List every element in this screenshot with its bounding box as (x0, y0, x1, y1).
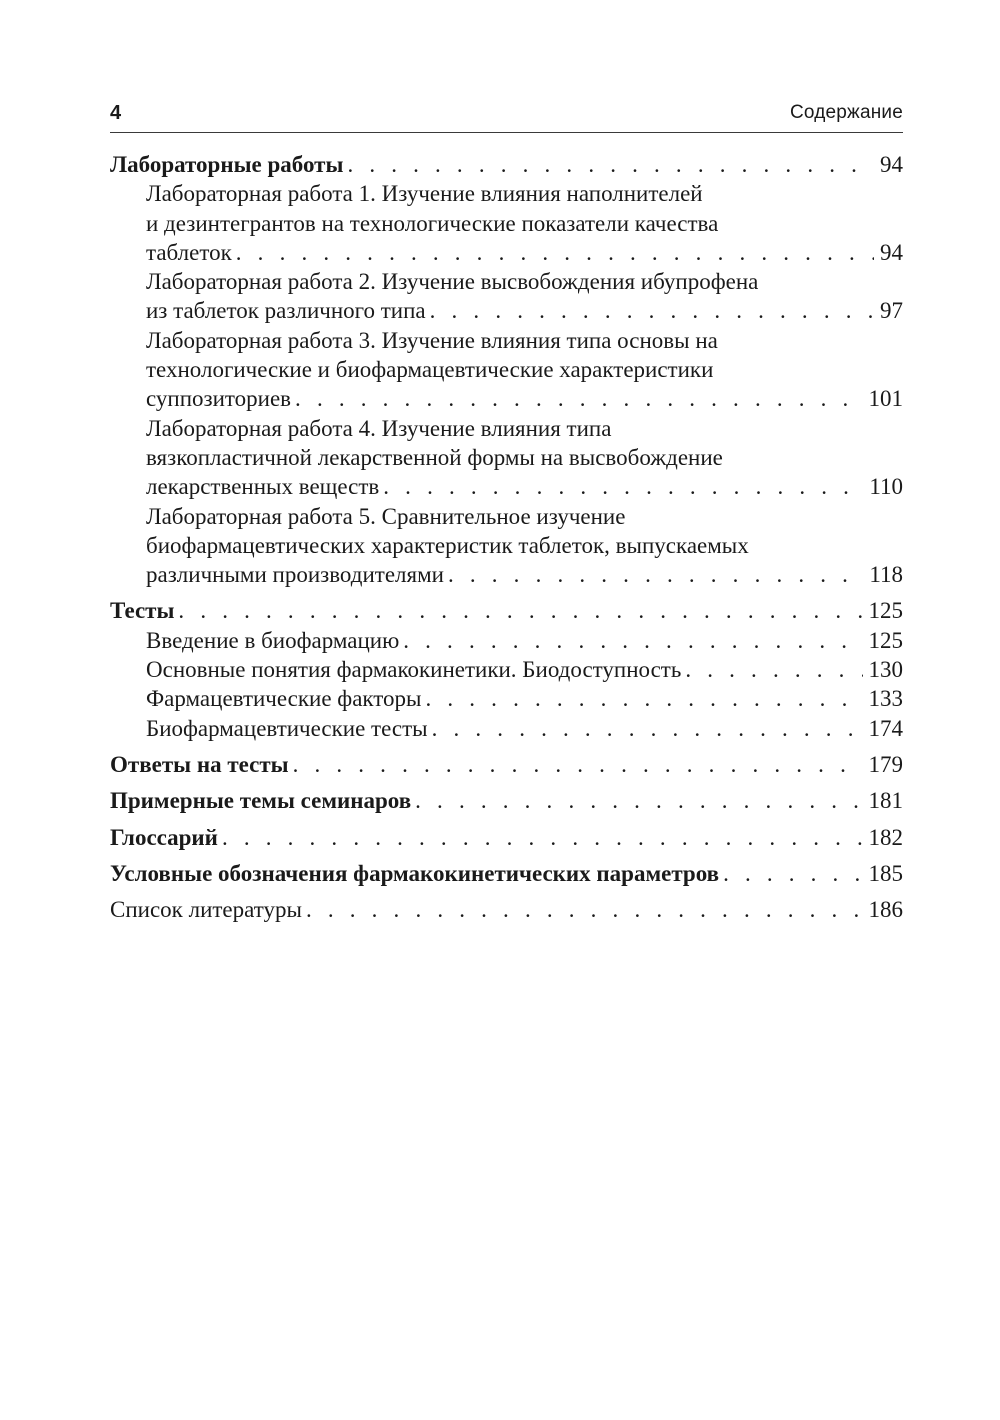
dot-leader (403, 626, 862, 655)
toc-entry[interactable] (110, 326, 903, 414)
toc-entry-title-line: Ответы на тесты (110, 751, 289, 777)
page-header (110, 100, 903, 133)
toc-entry[interactable] (110, 414, 903, 502)
toc-entry-title-line: Биофармацевтические тесты (146, 715, 428, 741)
toc-entry-title-line: из таблеток различного типа (146, 298, 426, 324)
toc-entry[interactable] (110, 626, 903, 655)
toc-entry[interactable] (110, 684, 903, 713)
toc-entry[interactable] (110, 859, 903, 888)
toc-entry[interactable] (110, 786, 903, 815)
toc-entry-last-line (146, 626, 903, 655)
dot-leader (415, 786, 862, 815)
dot-leader (432, 714, 863, 743)
toc-entry[interactable] (110, 179, 903, 267)
toc-entry-last-line (146, 714, 903, 743)
toc-entry-last-line (110, 786, 903, 815)
toc-entry[interactable] (110, 895, 903, 924)
toc-entry-title-line: Введение в биофармацию (146, 627, 400, 653)
toc-entry[interactable] (110, 150, 903, 179)
toc-entry[interactable] (110, 502, 903, 590)
toc-entry-title-line: Примерные темы семинаров (110, 788, 412, 814)
toc-entry-last-line (146, 384, 903, 413)
dot-leader (723, 859, 862, 888)
toc-entry-title-line: лекарственных веществ (146, 474, 380, 500)
toc-page-number: 101 (868, 386, 903, 412)
toc-page-number: 174 (868, 715, 903, 741)
toc-entry-title-line: технологические и биофармацевтические характеристики (146, 357, 714, 383)
toc-entry-last-line (110, 859, 903, 888)
toc-page-number: 94 (880, 239, 903, 265)
toc-page-number: 179 (868, 751, 903, 777)
toc-page-number: 182 (868, 824, 903, 850)
toc-entry-last-line (110, 596, 903, 625)
toc-page-number: 130 (868, 657, 903, 683)
dot-leader (425, 684, 862, 713)
toc-entry-title-line: и дезинтегрантов на технологические показатели качества (146, 210, 719, 236)
toc-entry[interactable] (110, 823, 903, 852)
toc-entry-title-line: биофармацевтических характеристик таблеток, выпускаемых (146, 532, 749, 558)
dot-leader (236, 238, 874, 267)
dot-leader (347, 150, 874, 179)
toc-entry-title-line: Основные понятия фармакокинетики. Биодоступность (146, 657, 682, 683)
toc-entry-last-line (146, 238, 903, 267)
toc-entry-title-line: Список литературы (110, 897, 302, 923)
toc-entry-title-line: Глоссарий (110, 824, 218, 850)
toc-page-number: 110 (869, 474, 903, 500)
toc-page-number: 186 (868, 897, 903, 923)
toc-entry-title-line: Лабораторная работа 1. Изучение влияния наполнителей (146, 181, 703, 207)
dot-leader (295, 384, 862, 413)
toc-entry-title-line: Условные обозначения фармакокинетических параметров (110, 860, 720, 886)
toc-entry-title-line: суппозиториев (146, 386, 292, 412)
dot-leader (222, 823, 863, 852)
dot-leader (293, 750, 863, 779)
toc-entry-last-line (110, 823, 903, 852)
toc-entry-last-line (146, 296, 903, 325)
dot-leader (448, 560, 863, 589)
toc-entry-title-line: Фармацевтические факторы (146, 686, 422, 712)
toc-page-number: 97 (880, 298, 903, 324)
page-number: 4 (110, 102, 122, 124)
toc-entry-title-line: Тесты (110, 598, 175, 624)
toc-entry-title-line: Лабораторная работа 5. Сравнительное изучение (146, 503, 626, 529)
toc-entry-title-line: Лабораторная работа 4. Изучение влияния типа (146, 415, 612, 441)
toc-entry-title-line: таблеток (146, 239, 232, 265)
dot-leader (430, 296, 874, 325)
toc-entry-last-line (146, 560, 903, 589)
toc-entry-last-line (146, 655, 903, 684)
toc-entry-last-line (110, 895, 903, 924)
toc-entry-last-line (146, 684, 903, 713)
toc-entry[interactable] (110, 750, 903, 779)
dot-leader (178, 596, 862, 625)
toc-entry-title-line: вязкопластичной лекарственной формы на высвобождение (146, 444, 723, 470)
toc-page-number: 118 (869, 562, 903, 588)
toc-page-number: 133 (868, 686, 903, 712)
toc-page-number: 185 (868, 860, 903, 886)
toc-entry[interactable] (110, 596, 903, 625)
toc-entry-title-line: Лабораторная работа 3. Изучение влияния типа основы на (146, 327, 718, 353)
dot-leader (383, 472, 863, 501)
toc-entry-title-line: Лабораторная работа 2. Изучение высвобождения ибупрофена (146, 269, 759, 295)
toc-page-number: 125 (868, 598, 903, 624)
toc-entry-title-line: различными производителями (146, 562, 444, 588)
toc-entry-last-line (110, 750, 903, 779)
dot-leader (306, 895, 863, 924)
toc-page-number: 181 (868, 788, 903, 814)
running-title: Содержание (789, 102, 903, 123)
dot-leader (685, 655, 862, 684)
toc-entry-title-line: Лабораторные работы (110, 152, 344, 177)
toc-entry[interactable] (110, 267, 903, 326)
toc-entry[interactable] (110, 655, 903, 684)
table-of-contents (110, 150, 903, 924)
toc-entry-last-line (110, 150, 903, 179)
toc-entry[interactable] (110, 714, 903, 743)
toc-page-number: 125 (868, 627, 903, 653)
toc-page-number: 94 (880, 152, 903, 177)
toc-entry-last-line (146, 472, 903, 501)
